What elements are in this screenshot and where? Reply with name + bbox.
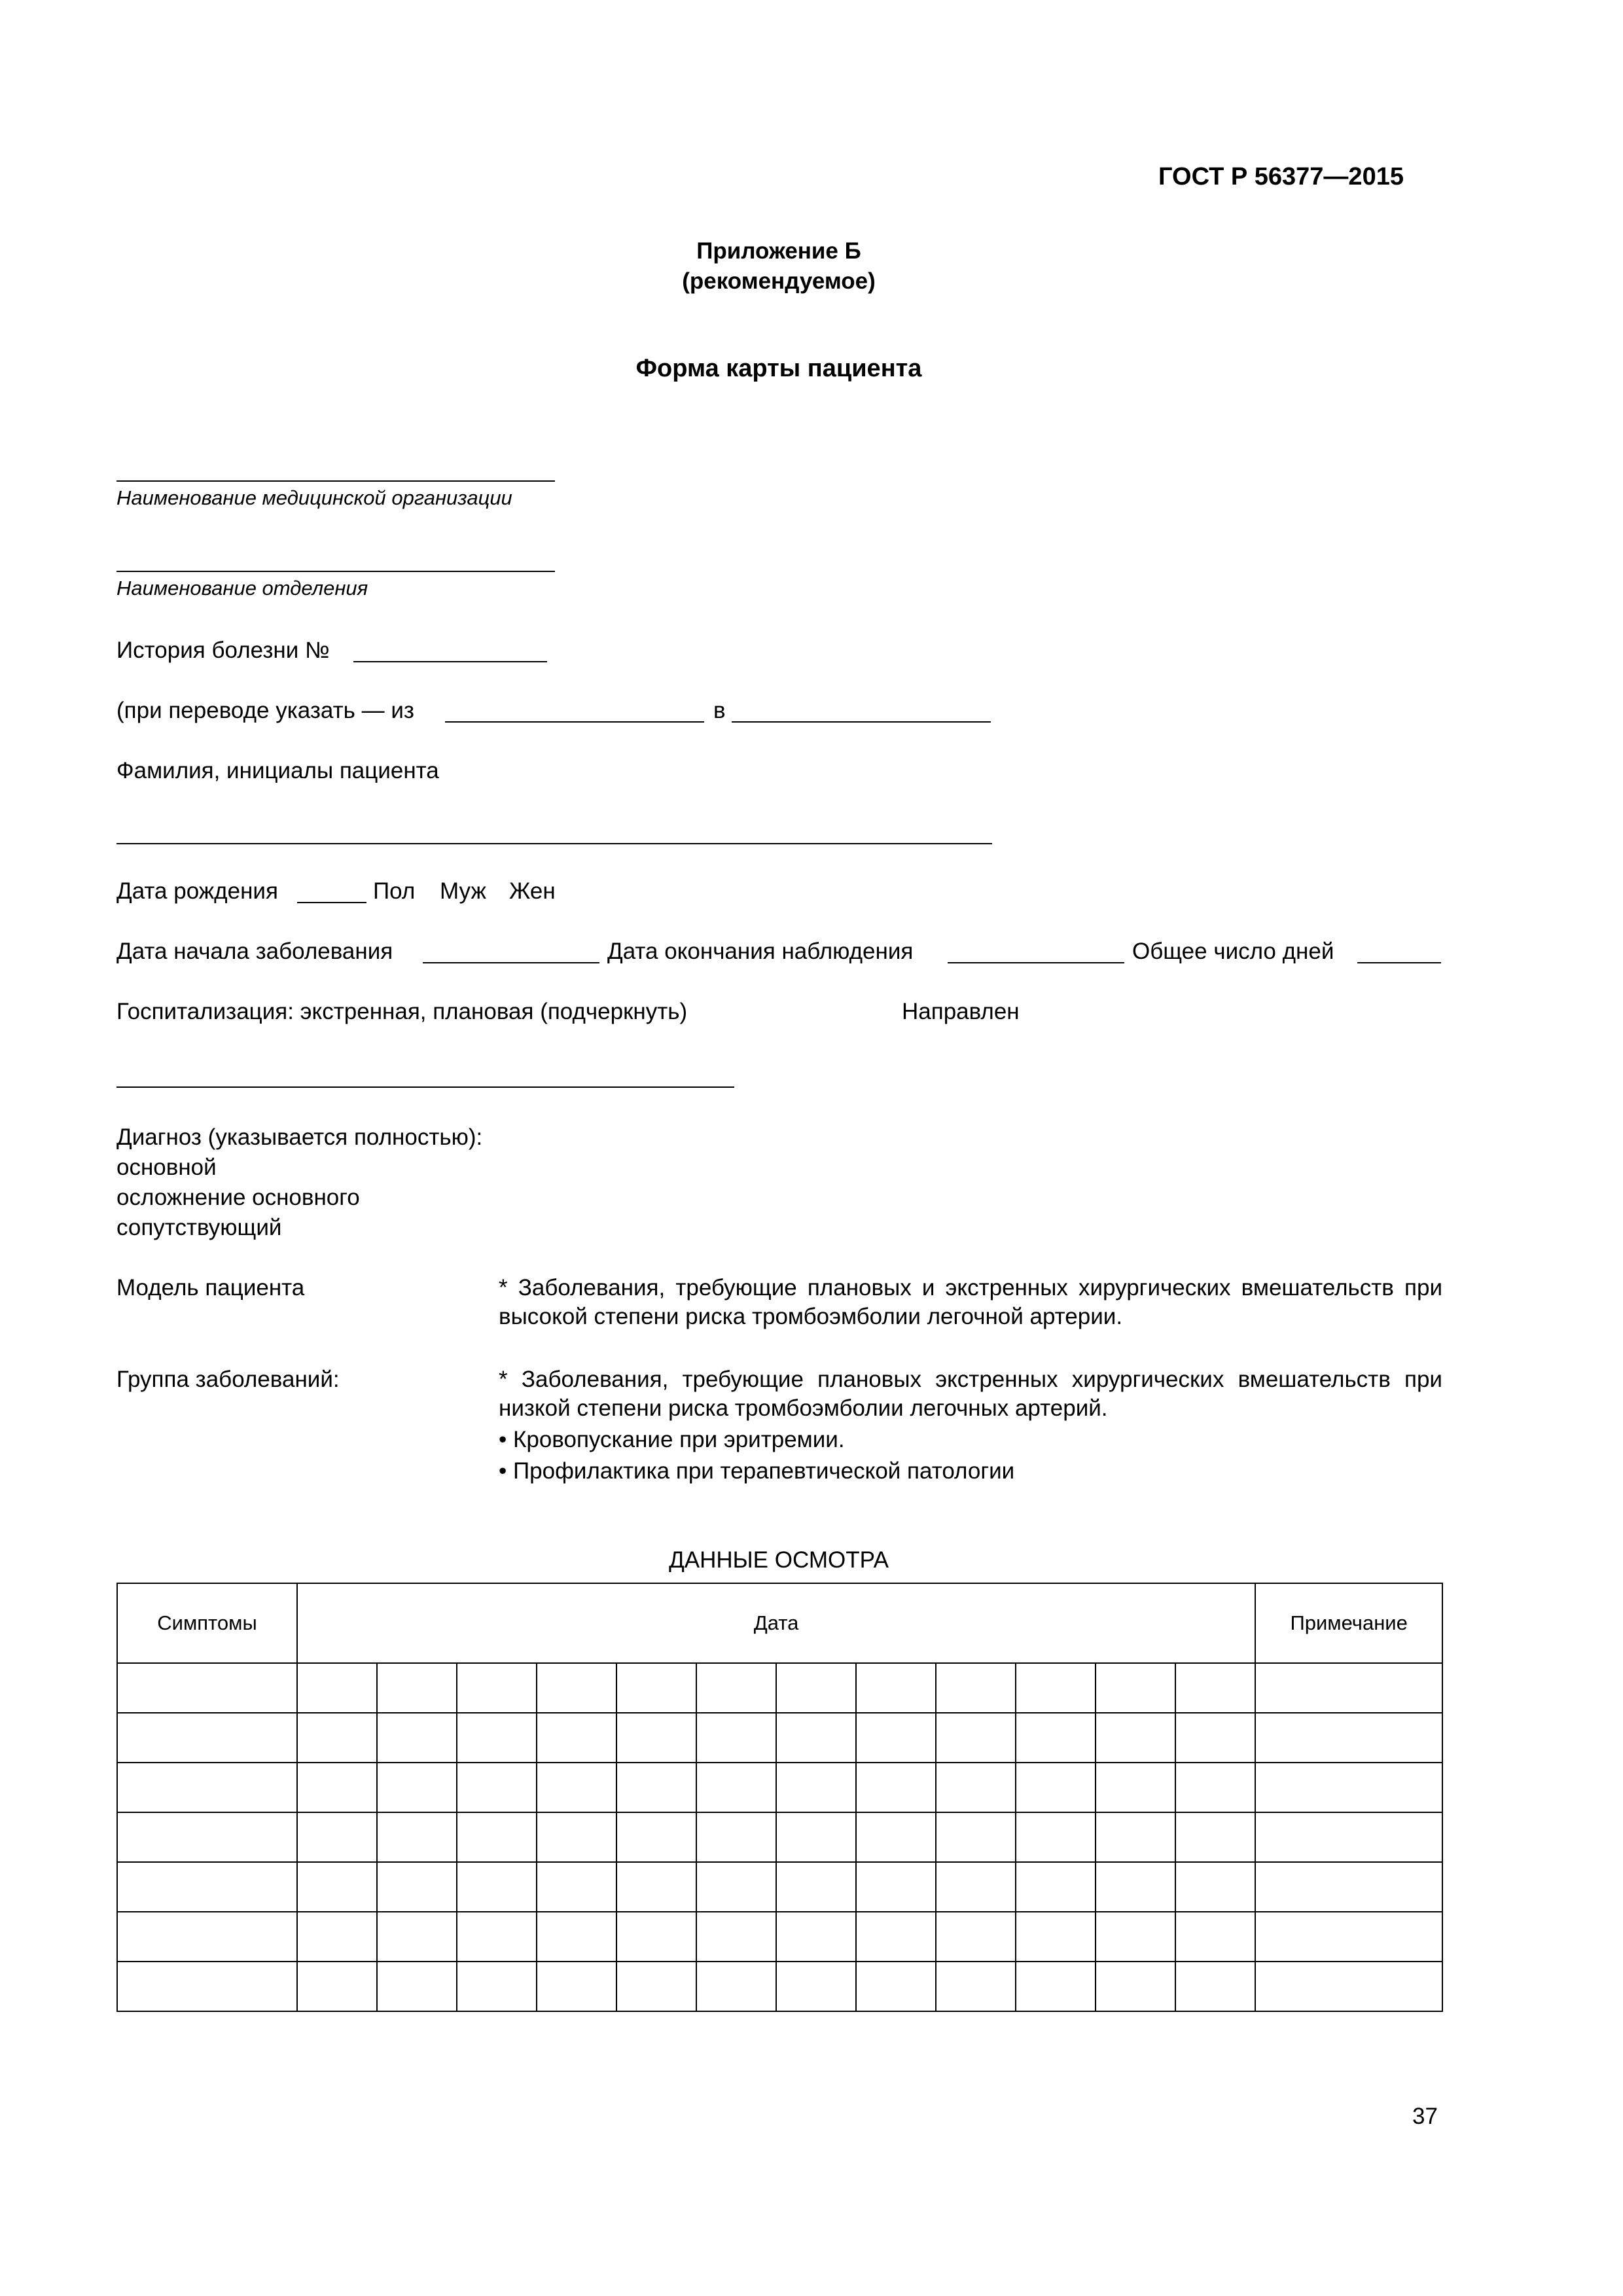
table-cell[interactable] <box>696 1763 776 1812</box>
table-cell[interactable] <box>1175 1962 1255 2011</box>
table-cell[interactable] <box>537 1812 616 1862</box>
table-cell[interactable] <box>377 1763 457 1812</box>
org-name-line[interactable] <box>116 480 555 482</box>
table-cell[interactable] <box>1016 1862 1096 1912</box>
table-cell[interactable] <box>936 1713 1016 1763</box>
table-cell[interactable] <box>1175 1912 1255 1962</box>
table-cell[interactable] <box>1255 1862 1442 1912</box>
table-cell[interactable] <box>377 1912 457 1962</box>
table-cell[interactable] <box>616 1812 696 1862</box>
exam-table-header <box>117 1583 1442 1663</box>
table-cell[interactable] <box>856 1713 936 1763</box>
table-cell[interactable] <box>117 1812 297 1862</box>
table-cell[interactable] <box>856 1663 936 1713</box>
table-cell[interactable] <box>1255 1812 1442 1862</box>
history-label: История болезни № <box>116 637 330 663</box>
table-cell[interactable] <box>457 1962 537 2011</box>
table-cell[interactable] <box>856 1812 936 1862</box>
table-cell[interactable] <box>1175 1862 1255 1912</box>
onset-date-label: Дата начала заболевания <box>116 939 393 964</box>
table-cell[interactable] <box>1096 1663 1175 1713</box>
table-cell[interactable] <box>776 1812 856 1862</box>
table-cell[interactable] <box>936 1663 1016 1713</box>
table-cell[interactable] <box>776 1763 856 1812</box>
table-cell[interactable] <box>117 1962 297 2011</box>
sex-female-option[interactable]: Жен <box>509 878 556 904</box>
exam-table <box>116 1583 1443 2012</box>
table-row <box>117 1663 1442 1713</box>
exam-table-title: ДАННЫЕ ОСМОТРА <box>669 1547 889 1573</box>
table-cell[interactable] <box>936 1912 1016 1962</box>
table-cell[interactable] <box>457 1812 537 1862</box>
table-cell[interactable] <box>856 1862 936 1912</box>
table-cell[interactable] <box>696 1912 776 1962</box>
appendix-subtitle: (рекомендуемое) <box>682 268 876 294</box>
table-cell[interactable] <box>1175 1713 1255 1763</box>
diagnosis-label: Диагноз (указывается полностью): <box>116 1124 483 1150</box>
table-cell[interactable] <box>1096 1862 1175 1912</box>
table-cell[interactable] <box>537 1962 616 2011</box>
referred-label: Направлен <box>902 999 1020 1024</box>
table-cell[interactable] <box>537 1763 616 1812</box>
table-cell[interactable] <box>377 1962 457 2011</box>
table-cell[interactable] <box>616 1862 696 1912</box>
bullet-text: Профилактика при терапевтической патологии <box>512 1458 1015 1484</box>
table-cell[interactable] <box>297 1962 377 2011</box>
table-cell[interactable] <box>1096 1912 1175 1962</box>
appendix-title: Приложение Б <box>696 238 861 264</box>
form-title: Форма карты пациента <box>635 355 922 382</box>
table-cell[interactable] <box>1096 1962 1175 2011</box>
table-cell[interactable] <box>1255 1763 1442 1812</box>
table-cell[interactable] <box>1096 1812 1175 1862</box>
table-cell[interactable] <box>457 1763 537 1812</box>
page-number: 37 <box>1412 2104 1438 2129</box>
table-cell[interactable] <box>1016 1663 1096 1713</box>
table-cell[interactable] <box>856 1763 936 1812</box>
total-days-field[interactable] <box>1357 962 1441 963</box>
end-date-field[interactable] <box>948 962 1124 963</box>
table-cell[interactable] <box>1175 1663 1255 1713</box>
table-cell[interactable] <box>1096 1713 1175 1763</box>
table-cell[interactable] <box>776 1912 856 1962</box>
dept-name-line[interactable] <box>116 571 555 572</box>
sex-male-option[interactable]: Муж <box>440 878 486 904</box>
referred-field[interactable] <box>116 1086 734 1088</box>
table-cell[interactable] <box>1016 1912 1096 1962</box>
table-cell[interactable] <box>616 1912 696 1962</box>
table-cell[interactable] <box>1175 1763 1255 1812</box>
table-cell[interactable] <box>696 1962 776 2011</box>
birth-date-field[interactable] <box>297 902 366 903</box>
table-cell[interactable] <box>696 1812 776 1862</box>
table-cell[interactable] <box>117 1862 297 1912</box>
table-cell[interactable] <box>117 1763 297 1812</box>
table-row <box>117 1912 1442 1962</box>
table-cell[interactable] <box>377 1663 457 1713</box>
disease-group-label: Группа заболеваний: <box>116 1367 340 1392</box>
table-cell[interactable] <box>297 1862 377 1912</box>
table-row <box>117 1713 1442 1763</box>
table-cell[interactable] <box>936 1962 1016 2011</box>
table-cell[interactable] <box>936 1862 1016 1912</box>
patient-name-field[interactable] <box>116 843 992 844</box>
table-cell[interactable] <box>537 1912 616 1962</box>
table-cell[interactable] <box>297 1713 377 1763</box>
table-cell[interactable] <box>457 1713 537 1763</box>
table-cell[interactable] <box>1016 1763 1096 1812</box>
diagnosis-main: основной <box>116 1155 217 1180</box>
table-cell[interactable] <box>537 1663 616 1713</box>
table-cell[interactable] <box>537 1862 616 1912</box>
table-row <box>117 1812 1442 1862</box>
transfer-from-field[interactable] <box>445 721 704 723</box>
table-cell[interactable] <box>776 1862 856 1912</box>
table-cell[interactable] <box>616 1663 696 1713</box>
table-cell[interactable] <box>1175 1812 1255 1862</box>
table-cell[interactable] <box>1016 1812 1096 1862</box>
table-cell[interactable] <box>1255 1912 1442 1962</box>
table-cell[interactable] <box>776 1713 856 1763</box>
table-cell[interactable] <box>856 1962 936 2011</box>
table-cell[interactable] <box>616 1713 696 1763</box>
diagnosis-concomitant: сопутствующий <box>116 1215 282 1240</box>
transfer-label: (при переводе указать — из <box>116 698 414 723</box>
total-days-label: Общее число дней <box>1132 939 1334 964</box>
col-date: Дата <box>297 1583 1255 1663</box>
table-cell[interactable] <box>117 1912 297 1962</box>
hospitalization-label: Госпитализация: экстренная, плановая (подчеркнуть) <box>116 999 688 1024</box>
table-cell[interactable] <box>537 1713 616 1763</box>
col-note: Примечание <box>1255 1583 1442 1663</box>
end-date-label: Дата окончания наблюдения <box>607 939 914 964</box>
bullet-text: Кровопускание при эритремии. <box>512 1427 845 1452</box>
col-symptoms: Симптомы <box>117 1583 297 1663</box>
diagnosis-complication: осложнение основного <box>116 1185 360 1210</box>
table-cell[interactable] <box>377 1862 457 1912</box>
disease-group-text: * Заболевания, требующие плановых экстренных хирургических вмешательств при низкой степени риска тромбоэмболии легочных артерий. <box>499 1367 1442 1421</box>
table-cell[interactable] <box>696 1713 776 1763</box>
table-cell[interactable] <box>1255 1713 1442 1763</box>
table-cell[interactable] <box>696 1862 776 1912</box>
sex-label: Пол <box>373 878 416 904</box>
table-cell[interactable] <box>457 1912 537 1962</box>
org-name-caption: Наименование медицинской организации <box>116 486 512 509</box>
history-number-field[interactable] <box>353 661 547 662</box>
patient-model-text: * Заболевания, требующие плановых и экстренных хирургических вмешательств при высокой степени риска тромбоэмболии легочной артерии. <box>499 1275 1442 1329</box>
table-cell[interactable] <box>1255 1663 1442 1713</box>
table-cell[interactable] <box>776 1962 856 2011</box>
table-cell[interactable] <box>377 1713 457 1763</box>
disease-group-bullet-2: • Профилактика при терапевтической патологии <box>499 1458 1015 1484</box>
table-cell[interactable] <box>457 1862 537 1912</box>
birth-date-label: Дата рождения <box>116 878 278 904</box>
table-cell[interactable] <box>117 1713 297 1763</box>
disease-group-bullet-1: • Кровопускание при эритремии. <box>499 1427 845 1452</box>
patient-model-label: Модель пациента <box>116 1275 305 1300</box>
transfer-to-field[interactable] <box>732 721 991 723</box>
table-cell[interactable] <box>377 1812 457 1862</box>
table-cell[interactable] <box>616 1763 696 1812</box>
transfer-to-label: в <box>713 698 726 723</box>
table-row <box>117 1962 1442 2011</box>
table-row <box>117 1862 1442 1912</box>
table-cell[interactable] <box>297 1763 377 1812</box>
patient-name-label: Фамилия, инициалы пациента <box>116 758 439 783</box>
table-cell[interactable] <box>117 1663 297 1713</box>
table-cell[interactable] <box>936 1812 1016 1862</box>
table-cell[interactable] <box>297 1912 377 1962</box>
table-row <box>117 1763 1442 1812</box>
table-cell[interactable] <box>297 1812 377 1862</box>
table-cell[interactable] <box>1096 1763 1175 1812</box>
onset-date-field[interactable] <box>423 962 599 963</box>
table-cell[interactable] <box>696 1663 776 1713</box>
table-cell[interactable] <box>1255 1962 1442 2011</box>
standard-number: ГОСТ Р 56377—2015 <box>1158 163 1404 190</box>
dept-name-caption: Наименование отделения <box>116 577 368 600</box>
table-cell[interactable] <box>457 1663 537 1713</box>
table-cell[interactable] <box>1016 1962 1096 2011</box>
table-cell[interactable] <box>936 1763 1016 1812</box>
table-cell[interactable] <box>616 1962 696 2011</box>
table-cell[interactable] <box>1016 1713 1096 1763</box>
table-cell[interactable] <box>776 1663 856 1713</box>
table-cell[interactable] <box>856 1912 936 1962</box>
table-cell[interactable] <box>297 1663 377 1713</box>
